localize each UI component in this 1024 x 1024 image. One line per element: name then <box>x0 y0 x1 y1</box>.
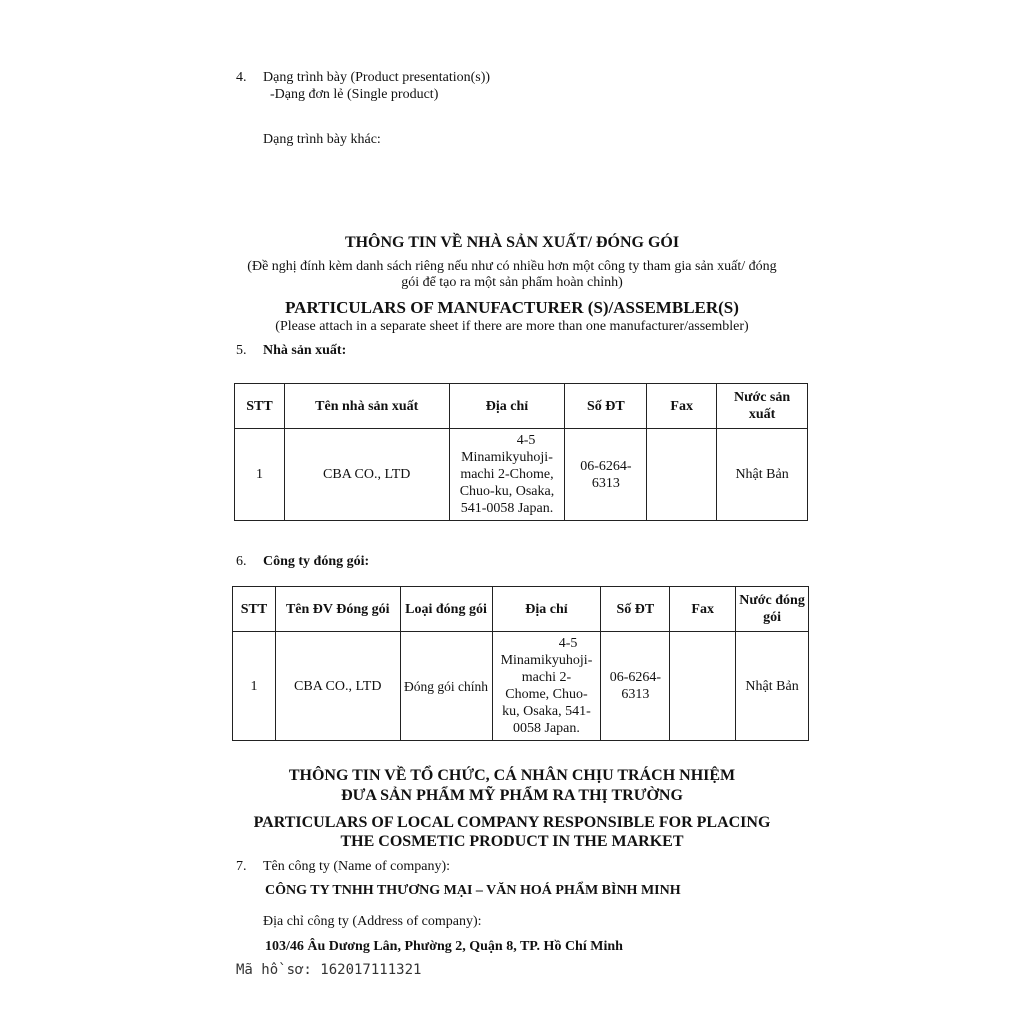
address-line: machi 2-Chome, <box>460 467 554 482</box>
address-line: Minamikyuhoji- <box>461 450 553 465</box>
manufacturer-title-en: PARTICULARS OF MANUFACTURER (S)/ASSEMBLER(S) <box>285 298 739 317</box>
local-title-en-1: PARTICULARS OF LOCAL COMPANY RESPONSIBLE FOR PLACING <box>253 814 771 831</box>
address-line: 4-5 <box>516 433 536 448</box>
local-title-vn-1: THÔNG TIN VỀ TỔ CHỨC, CÁ NHÂN CHỊU TRÁCH NHIỆM <box>288 767 736 784</box>
section6-number: 6. <box>236 554 247 569</box>
section4-other: Dạng trình bày khác: <box>263 132 381 147</box>
header-phone: Số ĐT <box>565 384 647 429</box>
cell-stt: 1 <box>233 632 276 741</box>
company-address-label: Địa chỉ công ty (Address of company): <box>263 914 482 929</box>
section6-title: Công ty đóng gói: <box>263 554 370 569</box>
address-line: 0058 Japan. <box>513 721 580 736</box>
cell-phone <box>601 632 670 741</box>
section4-title: Dạng trình bày (Product presentation(s)) <box>263 70 491 85</box>
header-type: Loại đóng gói <box>400 587 492 632</box>
manufacturer-note-en: (Please attach in a separate sheet if there are more than one manufacturer/assembler) <box>275 319 749 334</box>
section7-number: 7. <box>236 859 247 874</box>
header-country: Nước sản xuất <box>717 384 808 429</box>
file-code: Mã hồ sơ: 162017111321 <box>236 962 422 978</box>
cell-fax <box>670 632 736 741</box>
address-line: Chome, Chuo- <box>505 687 588 702</box>
address-line: machi 2- <box>521 670 572 685</box>
table-header-row <box>233 587 809 632</box>
header-address: Địa chỉ <box>449 384 565 429</box>
cell-address <box>492 632 601 741</box>
cell-type: Đóng gói chính <box>400 632 492 741</box>
header-country: Nước đóng gói <box>736 587 809 632</box>
header-stt: STT <box>233 587 276 632</box>
address-line: ku, Osaka, 541- <box>502 704 591 719</box>
manufacturer-note-vn-2: gói để tạo ra một sản phẩm hoàn chỉnh) <box>401 275 623 290</box>
company-name-value: CÔNG TY TNHH THƯƠNG MẠI – VĂN HOÁ PHẨM BÌNH MINH <box>265 883 681 898</box>
section5-title: Nhà sản xuất: <box>263 343 347 358</box>
phone-line: 06-6264- <box>609 670 662 685</box>
header-address: Địa chỉ <box>492 587 601 632</box>
cell-stt: 1 <box>235 429 285 521</box>
section4-number: 4. <box>236 70 247 85</box>
address-line: Minamikyuhoji- <box>500 653 593 668</box>
cell-name: CBA CO., LTD <box>284 429 449 521</box>
phone-line: 06-6264- <box>580 458 632 474</box>
header-fax: Fax <box>670 587 736 632</box>
section4-single: -Dạng đơn lẻ (Single product) <box>270 87 439 102</box>
address-line: Chuo-ku, Osaka, <box>459 484 555 499</box>
company-name-label: Tên công ty (Name of company): <box>263 859 450 874</box>
header-name: Tên nhà sản xuất <box>284 384 449 429</box>
address-line: 541-0058 Japan. <box>460 501 554 516</box>
header-stt: STT <box>235 384 285 429</box>
cell-address <box>449 429 565 521</box>
table-row <box>235 429 808 521</box>
local-title-en-2: THE COSMETIC PRODUCT IN THE MARKET <box>340 833 684 850</box>
header-fax: Fax <box>647 384 717 429</box>
cell-country: Nhật Bản <box>736 632 809 741</box>
manufacturer-table <box>234 383 808 521</box>
company-address-value: 103/46 Âu Dương Lân, Phường 2, Quận 8, TP. Hồ Chí Minh <box>265 939 623 954</box>
cell-name: CBA CO., LTD <box>275 632 400 741</box>
phone-line: 6313 <box>621 687 650 702</box>
local-title-vn-2: ĐƯA SẢN PHẨM MỸ PHẨM RA THỊ TRƯỜNG <box>341 787 683 804</box>
table-header-row <box>235 384 808 429</box>
section5-number: 5. <box>236 343 247 358</box>
table-row <box>233 632 809 741</box>
phone-line: 6313 <box>591 475 620 491</box>
address-line: 4-5 <box>558 636 578 651</box>
cell-fax <box>647 429 717 521</box>
cell-phone <box>565 429 647 521</box>
assembler-table <box>232 586 809 741</box>
manufacturer-note-vn-1: (Đề nghị đính kèm danh sách riêng nếu như có nhiều hơn một công ty tham gia sản xuất/ đóng <box>247 259 777 274</box>
manufacturer-title-vn: THÔNG TIN VỀ NHÀ SẢN XUẤT/ ĐÓNG GÓI <box>344 234 680 251</box>
header-phone: Số ĐT <box>601 587 670 632</box>
cell-country: Nhật Bản <box>717 429 808 521</box>
header-name: Tên ĐV Đóng gói <box>275 587 400 632</box>
